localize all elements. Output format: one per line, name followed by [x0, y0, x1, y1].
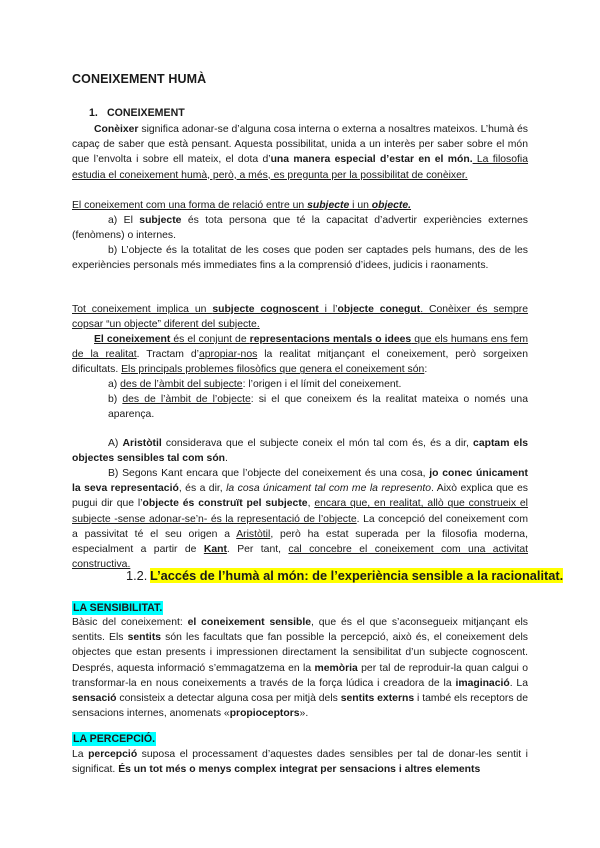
underlined-text: i l’: [318, 304, 338, 315]
underlined-text: La filosofia estudia el coneixement humà, però, a més, es pregunta per la possibilitat de conèixer.: [72, 154, 529, 181]
text: i també els receptors de sensacions internes, anomenats «: [72, 693, 528, 720]
section-title: CONEIXEMENT: [107, 107, 185, 119]
term-coneixer: Conèixer: [94, 124, 139, 135]
paragraph-percepcio: [72, 747, 528, 777]
term-subjecte-cognoscent: subjecte cognoscent: [212, 304, 319, 315]
underlined-text: des de l’àmbit del subjecte: [120, 379, 243, 390]
underlined-text: Tot coneixement implica un: [72, 304, 213, 315]
term-coneixement: El coneixement: [94, 334, 171, 345]
text: B) Segons Kant encara que l’objecte del coneixement és una cosa,: [108, 468, 430, 479]
term-objecte-conegut: objecte conegut: [337, 304, 421, 315]
heading-sensibilitat: LA SENSIBILITAT.: [73, 602, 163, 614]
term-subjecte: subjecte: [307, 200, 350, 211]
text: per tal de reproduir-la quan calgui o transformar-la en nous coneixements a través de la força lúdica i creadora de la: [72, 662, 528, 689]
underlined-text: Els principals problemes filosòfics que genera el coneixement són: [121, 364, 425, 376]
emphasis: És un tot més o menys complex integrat per sensacions i altres elements: [118, 764, 481, 776]
text: significa adonar-se d’alguna cosa interna o externa a nosaltres mateixos. L’humà és capaç de saber que està pensant. Aquesta possibilitat, unida a un interès per saber sobre el món que l’envolta i sobre ell mateix, el dota d’: [72, 124, 528, 166]
term-imaginacio: imaginació: [455, 677, 510, 689]
emphasis: captam els objectes sensibles tal com són: [72, 438, 528, 465]
term-coneixement-sensible: el coneixement sensible: [187, 617, 312, 628]
text: .: [225, 453, 228, 465]
underlined-text: i un: [349, 200, 372, 211]
term-percepcio: percepció: [88, 749, 138, 760]
text: . La: [509, 677, 528, 689]
underlined-text: encara que, en realitat, allò que construeix el subjecte -sense adonar-se’n- és la representació de l’objecte: [72, 498, 528, 525]
emphasis: objecte és construït pel subjecte: [142, 498, 308, 510]
text: és tota persona que té la capacitat d’advertir experiències externes (fenòmens) o internes.: [72, 215, 528, 242]
document-title: CONEIXEMENT HUMÀ: [72, 72, 207, 86]
underlined-text: apropiar-nos: [198, 349, 258, 361]
underlined-text: cal concebre el coneixement com una activitat constructiva.: [72, 544, 528, 571]
text: . Per tant,: [226, 544, 289, 556]
text: , és a dir,: [178, 483, 227, 495]
section-title: L’accés de l’humà al món: de l’experiència sensible a la racionalitat.: [150, 568, 564, 583]
section-heading-1: [89, 107, 185, 119]
term-sensacio: sensació: [72, 693, 117, 705]
paragraph-sensibilitat: [72, 615, 528, 721]
term-sentits: sentits: [127, 632, 162, 644]
term-aristotil: Aristòtil: [122, 438, 162, 449]
paragraph-definicio: [72, 332, 528, 378]
text: a) El: [108, 215, 140, 226]
text: són les facultats que fan possible la percepció, això és, el coneixement dels objectes que estan presents i impressionen directament la sensibilitat d’un subjecte cognoscent. Després, aquesta informació s’emmagatzema en la: [72, 632, 528, 674]
term-aristotil: Aristòtil: [236, 528, 271, 540]
problem-subjecte: [108, 377, 401, 392]
term-sentits-externs: sentits externs: [340, 693, 415, 705]
text: A): [108, 438, 123, 449]
paragraph-coneixer: [72, 122, 528, 183]
term-representacions: representacions mentals o idees: [249, 334, 412, 345]
paragraph-subjecte: [72, 213, 528, 243]
text: ».: [299, 708, 309, 720]
text: : l’origen i el límit del coneixement.: [242, 379, 402, 390]
term-memoria: memòria: [314, 662, 358, 674]
paragraph-aristotil: [72, 436, 528, 466]
text: . Tractam d’: [136, 349, 199, 361]
term-objecte: objecte.: [371, 200, 412, 211]
underlined-text: que els humans ens fem de la realitat: [72, 334, 529, 361]
emphasis: jo conec únicament la seva representació: [72, 468, 528, 495]
text: , que és el que s’aconsegueix mitjançant els sentits. Els: [72, 617, 528, 644]
heading-percepcio: LA PERCEPCIÓ.: [73, 733, 156, 745]
text: a): [108, 379, 121, 390]
text: b): [108, 394, 123, 405]
text: la realitat mitjançant el coneixement, però sorgeixen dificultats.: [72, 349, 528, 376]
text: ,: [307, 498, 315, 510]
text: , però ha estat superada per la filosofia moderna, especialment a partir de: [72, 528, 528, 556]
paragraph-objecte: [72, 243, 528, 273]
paragraph-relacio: [72, 198, 528, 213]
term-kant: Kant: [203, 544, 227, 556]
text: consisteix a detectar alguna cosa per mitjà dels: [116, 693, 341, 705]
text: b) L’objecte és la totalitat de les coses que poden ser captades pels humans, des de les experiències personals més immediates fins a la comprensió d’idees, judicis i raonaments.: [72, 245, 528, 272]
underlined-text: és el conjunt de: [170, 334, 250, 345]
paragraph-implica: [72, 302, 528, 332]
section-number: 1.2.: [126, 568, 148, 583]
text: La: [72, 749, 89, 760]
term-subjecte: subjecte: [139, 215, 182, 226]
problem-objecte: [108, 392, 528, 422]
text: : si el que coneixem és la realitat mateixa o només una aparença.: [108, 394, 528, 421]
underlined-text: El coneixement com una forma de relació entre un: [72, 200, 308, 211]
term-propioceptors: propioceptors: [229, 708, 300, 720]
text: :: [424, 364, 428, 376]
text: . Això explica que es pugui dir que l’: [72, 483, 528, 510]
text: Bàsic del coneixement:: [72, 617, 188, 628]
italic-text: la cosa únicament tal com me la represento: [226, 483, 432, 495]
text: . La concepció del coneixement com a passivitat té el seu origen a: [72, 513, 528, 540]
text: considerava que el subjecte coneix el món tal com és, és a dir,: [161, 438, 474, 449]
section-heading-1-2: [126, 567, 563, 584]
emphasis: una manera especial d’estar en el món.: [270, 154, 473, 166]
section-number: 1.: [89, 107, 98, 119]
paragraph-kant: [72, 466, 528, 572]
underlined-text: des de l’àmbit de l’objecte: [122, 394, 251, 405]
text: suposa el processament d’aquestes dades sensibles per tal de donar-les sentit i significat.: [72, 749, 528, 776]
underlined-text: . Conèixer és sempre copsar “un objecte” diferent del subjecte.: [72, 304, 529, 331]
